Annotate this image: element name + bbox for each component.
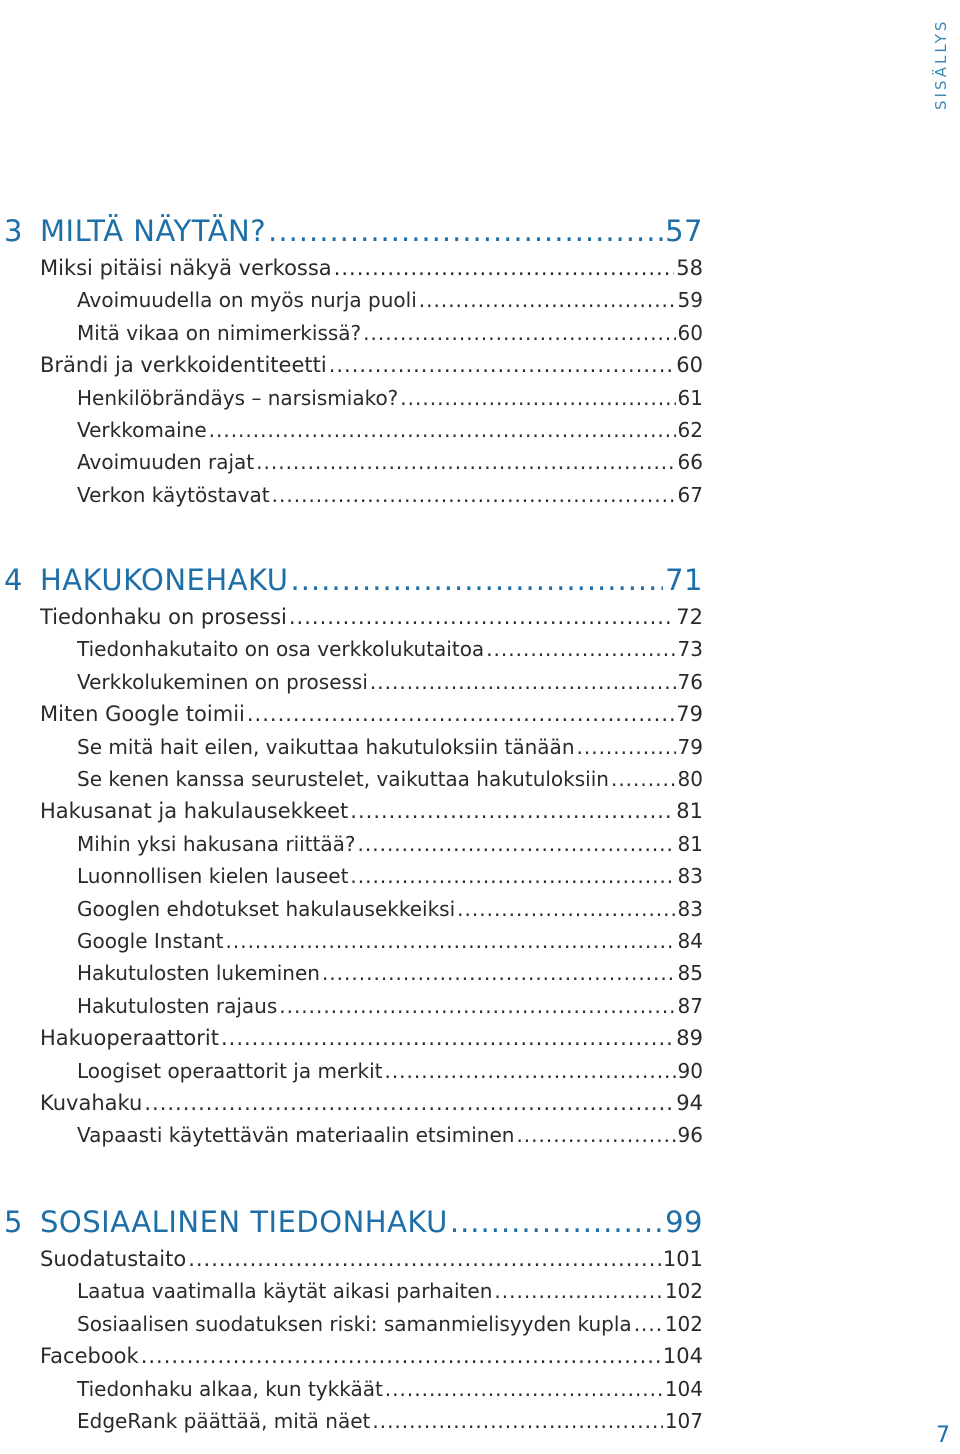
entry-page-number: 79 <box>677 734 703 759</box>
toc-subsection-entry[interactable] <box>77 864 703 888</box>
entry-title: Google Instant <box>77 929 224 953</box>
chapter-number: 5 <box>4 1205 23 1239</box>
dot-leader <box>370 670 676 694</box>
dot-leader <box>577 735 676 759</box>
toc-subsection-entry[interactable] <box>77 1409 703 1433</box>
chapter-number: 3 <box>4 214 23 248</box>
toc-section-entry[interactable] <box>40 1344 703 1368</box>
entry-title: Avoimuuden rajat <box>77 450 255 475</box>
entry-page-number: 101 <box>662 1247 703 1271</box>
dot-leader <box>450 1205 663 1239</box>
entry-title: Laatua vaatimalla käytät aikasi parhaiten <box>77 1279 493 1304</box>
entry-title: Sosiaalisen suodatuksen riski: samanmielisyyden kupla <box>77 1311 632 1336</box>
entry-title: Googlen ehdotukset hakulausekkeiksi <box>77 896 456 921</box>
toc-subsection-entry[interactable] <box>77 670 703 694</box>
entry-page-number: 60 <box>676 353 703 378</box>
page-number: 7 <box>936 1423 950 1448</box>
entry-page-number: 62 <box>677 418 703 442</box>
entry-title: Se kenen kanssa seurustelet, vaikuttaa hakutuloksiin <box>77 767 609 791</box>
dot-leader <box>350 864 675 888</box>
dot-leader <box>486 637 675 661</box>
toc-chapter-heading[interactable] <box>4 1205 703 1239</box>
entry-title: Se mitä hait eilen, vaikuttaa hakutuloksiin tänään <box>77 734 575 759</box>
toc-subsection-entry[interactable] <box>77 1377 703 1401</box>
toc-subsection-entry[interactable] <box>77 418 703 442</box>
entry-title: Hakuoperaattorit <box>40 1026 219 1051</box>
dot-leader <box>209 418 676 442</box>
entry-title: Verkkolukeminen on prosessi <box>77 669 368 694</box>
toc-section-entry[interactable] <box>40 1091 703 1115</box>
dot-leader <box>634 1312 663 1336</box>
entry-page-number: 60 <box>677 320 703 345</box>
toc-subsection-entry[interactable] <box>77 1123 703 1147</box>
entry-title: Kuvahaku <box>40 1091 143 1115</box>
toc-subsection-entry[interactable] <box>77 994 703 1018</box>
entry-title: Henkilöbrändäys – narsismiako? <box>77 385 399 410</box>
toc-subsection-entry[interactable] <box>77 483 703 507</box>
dot-leader <box>188 1247 661 1271</box>
dot-leader <box>221 1026 674 1050</box>
dot-leader <box>400 386 675 410</box>
entry-title: Tiedonhaku on prosessi <box>40 605 287 629</box>
chapter-number: 4 <box>4 563 23 597</box>
toc-subsection-entry[interactable] <box>77 767 703 791</box>
entry-title: Verkon käytöstavat <box>77 482 270 507</box>
entry-page-number: 85 <box>677 961 703 986</box>
entry-page-number: 107 <box>664 1409 703 1433</box>
chapter-title: MILTÄ NÄYTÄN? <box>40 214 267 248</box>
entry-page-number: 79 <box>676 702 703 727</box>
entry-page-number: 84 <box>677 929 703 953</box>
dot-leader <box>291 563 664 597</box>
entry-page-number: 87 <box>677 993 703 1018</box>
chapter-page-number: 71 <box>665 563 703 597</box>
toc-subsection-entry[interactable] <box>77 897 703 921</box>
dot-leader <box>256 450 675 474</box>
entry-page-number: 81 <box>677 831 703 856</box>
toc-section-entry[interactable] <box>40 702 703 726</box>
dot-leader <box>141 1344 661 1368</box>
toc-chapter-heading[interactable] <box>4 563 703 597</box>
entry-title: Mitä vikaa on nimimerkissä? <box>77 320 362 345</box>
entry-title: Avoimuudella on myös nurja puoli <box>77 288 417 313</box>
entry-title: Tiedonhakutaito on osa verkkolukutaitoa <box>77 637 485 662</box>
entry-page-number: 94 <box>676 1091 703 1115</box>
chapter-page-number: 57 <box>665 214 703 248</box>
dot-leader <box>363 321 675 345</box>
toc-subsection-entry[interactable] <box>77 321 703 345</box>
toc-subsection-entry[interactable] <box>77 1279 703 1303</box>
dot-leader <box>350 799 674 823</box>
dot-leader <box>358 832 676 856</box>
dot-leader <box>279 994 675 1018</box>
entry-title: EdgeRank päättää, mitä näet <box>77 1409 371 1433</box>
entry-page-number: 102 <box>664 1279 703 1304</box>
toc-subsection-entry[interactable] <box>77 288 703 312</box>
entry-page-number: 59 <box>677 288 703 313</box>
toc-subsection-entry[interactable] <box>77 832 703 856</box>
toc-section-entry[interactable] <box>40 799 703 823</box>
entry-title: Hakutulosten rajaus <box>77 993 278 1018</box>
entry-page-number: 96 <box>677 1123 703 1148</box>
dot-leader <box>268 214 663 248</box>
toc-subsection-entry[interactable] <box>77 929 703 953</box>
entry-title: Miten Google toimii <box>40 702 245 727</box>
toc-section-entry[interactable] <box>40 1247 703 1271</box>
toc-section-entry[interactable] <box>40 256 703 280</box>
entry-title: Facebook <box>40 1344 139 1369</box>
entry-title: Brändi ja verkkoidentiteetti <box>40 353 327 378</box>
entry-page-number: 80 <box>677 767 703 791</box>
toc-subsection-entry[interactable] <box>77 1059 703 1083</box>
dot-leader <box>494 1279 662 1303</box>
dot-leader <box>226 929 676 953</box>
entry-page-number: 76 <box>677 669 703 694</box>
entry-title: Mihin yksi hakusana riittää? <box>77 831 356 856</box>
dot-leader <box>419 288 676 312</box>
entry-title: Hakutulosten lukeminen <box>77 961 320 986</box>
entry-title: Hakusanat ja hakulausekkeet <box>40 799 349 824</box>
entry-title: Luonnollisen kielen lauseet <box>77 864 349 889</box>
toc-chapter-heading[interactable] <box>4 214 703 248</box>
entry-page-number: 83 <box>677 896 703 921</box>
toc-subsection-entry[interactable] <box>77 1312 703 1336</box>
dot-leader <box>457 897 675 921</box>
entry-title: Verkkomaine <box>77 418 207 442</box>
entry-title: Tiedonhaku alkaa, kun tykkäät <box>77 1376 383 1401</box>
toc-subsection-entry[interactable] <box>77 735 703 759</box>
dot-leader <box>289 605 674 629</box>
chapter-page-number: 99 <box>665 1205 703 1239</box>
chapter-title: HAKUKONEHAKU <box>40 563 289 597</box>
entry-title: Loogiset operaattorit ja merkit <box>77 1058 383 1083</box>
dot-leader <box>247 702 674 726</box>
dot-leader <box>334 256 675 280</box>
entry-title: Vapaasti käytettävän materiaalin etsiminen <box>77 1123 515 1148</box>
toc-subsection-entry[interactable] <box>77 386 703 410</box>
dot-leader <box>372 1409 662 1433</box>
entry-page-number: 81 <box>676 799 703 824</box>
entry-page-number: 61 <box>677 385 703 410</box>
dot-leader <box>385 1377 663 1401</box>
chapter-title: SOSIAALINEN TIEDONHAKU <box>40 1205 448 1239</box>
entry-page-number: 104 <box>664 1376 703 1401</box>
entry-page-number: 73 <box>677 637 703 662</box>
entry-page-number: 90 <box>677 1058 703 1083</box>
toc-subsection-entry[interactable] <box>77 961 703 985</box>
dot-leader <box>516 1123 675 1147</box>
entry-page-number: 58 <box>676 256 703 280</box>
entry-page-number: 72 <box>676 605 703 629</box>
entry-page-number: 67 <box>677 482 703 507</box>
dot-leader <box>611 767 676 791</box>
toc-section-entry[interactable] <box>40 605 703 629</box>
entry-page-number: 104 <box>662 1344 703 1369</box>
entry-page-number: 102 <box>664 1311 703 1336</box>
entry-page-number: 89 <box>676 1026 703 1051</box>
dot-leader <box>329 353 675 377</box>
section-side-label: SISÄLLYS <box>932 18 950 110</box>
toc-section-entry[interactable] <box>40 353 703 377</box>
entry-page-number: 66 <box>677 450 703 475</box>
dot-leader <box>272 483 676 507</box>
dot-leader <box>322 961 676 985</box>
toc-subsection-entry[interactable] <box>77 637 703 661</box>
entry-page-number: 83 <box>677 864 703 889</box>
entry-title: Suodatustaito <box>40 1247 187 1271</box>
entry-title: Miksi pitäisi näkyä verkossa <box>40 256 332 280</box>
toc-subsection-entry[interactable] <box>77 450 703 474</box>
dot-leader <box>144 1091 674 1115</box>
dot-leader <box>384 1059 675 1083</box>
toc-section-entry[interactable] <box>40 1026 703 1050</box>
